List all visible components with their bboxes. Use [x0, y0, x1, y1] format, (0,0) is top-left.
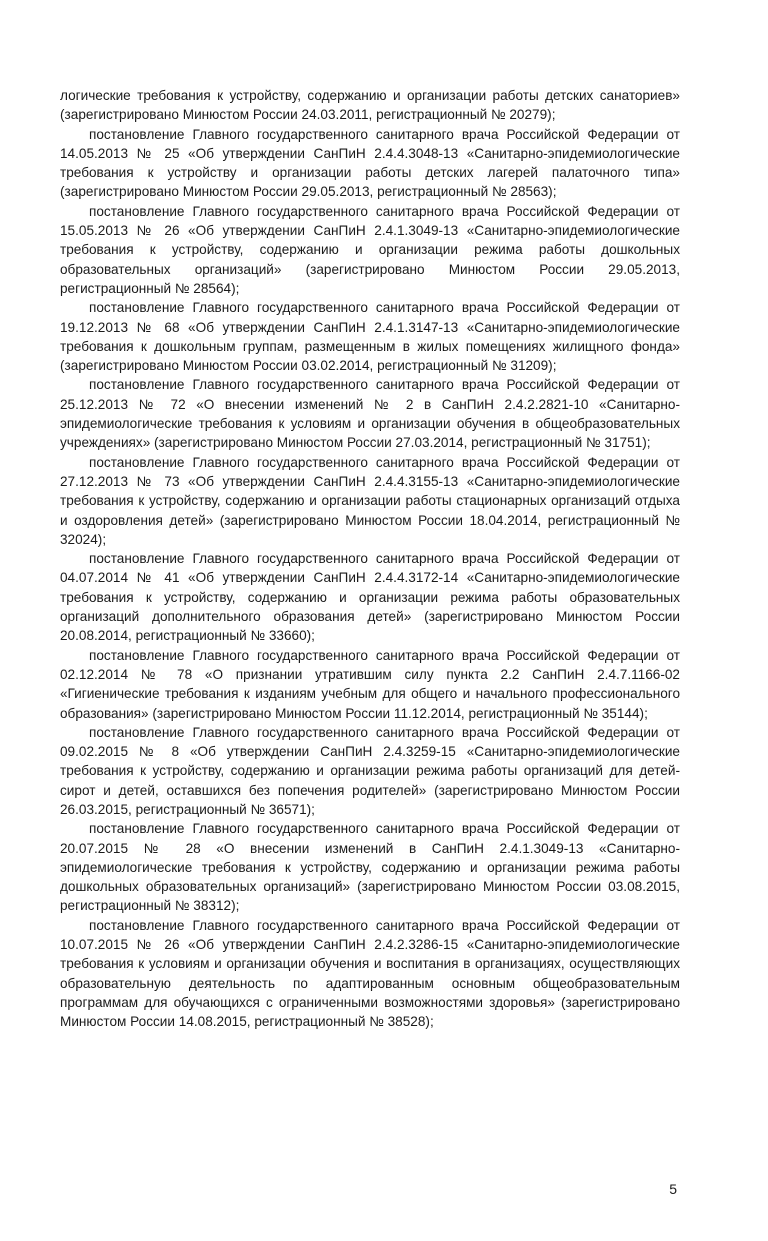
paragraph: постановление Главного государственного санитарного врача Российской Федерации от 25.12.2013 № 72 «О внесении изменений № 2 в СанПиН 2.4.2.2821-10 «Санитарно-эпидемиологические требования к условиям и организации обучения в общеобразовательных учреждениях» (зарегистрировано Минюстом России 27.03.2014, регистрационный № 31751); — [60, 377, 680, 451]
document-body — [60, 86, 680, 1032]
paragraph: постановление Главного государственного санитарного врача Российской Федерации от 20.07.2015 № 28 «О внесении изменений в СанПиН 2.4.1.3049-13 «Санитарно-эпидемиологические требования к устройству, содержанию и организации режима работы дошкольных образовательных организаций» (зарегистрировано Минюстом России 03.08.2015, регистрационный № 38312); — [60, 821, 680, 914]
page-number: 5 — [669, 1181, 677, 1197]
paragraph: постановление Главного государственного санитарного врача Российской Федерации от 27.12.2013 № 73 «Об утверждении СанПиН 2.4.4.3155-13 «Санитарно-эпидемиологические требования к устройству, содержанию и организации работы стационарных организаций отдыха и оздоровления детей» (зарегистрировано Минюстом России 18.04.2014, регистрационный № 32024); — [60, 454, 680, 547]
paragraph: постановление Главного государственного санитарного врача Российской Федерации от 14.05.2013 № 25 «Об утверждении СанПиН 2.4.4.3048-13 «Санитарно-эпидемиологические требования к устройству и организации работы детских лагерей палаточного типа» (зарегистрировано Минюстом России 29.05.2013, регистрационный № 28563); — [60, 126, 680, 200]
paragraph: постановление Главного государственного санитарного врача Российской Федерации от 10.07.2015 № 26 «Об утверждении СанПиН 2.4.2.3286-15 «Санитарно-эпидемиологические требования к условиям и организации обучения и воспитания в организациях, осуществляющих образовательную деятельность по адаптированным основным общеобразовательным программам для обучающихся с ограниченными возможностями здоровья» (зарегистрировано Минюстом России 14.08.2015, регистрационный № 38528); — [60, 917, 680, 1030]
paragraph: постановление Главного государственного санитарного врача Российской Федерации от 04.07.2014 № 41 «Об утверждении СанПиН 2.4.4.3172-14 «Санитарно-эпидемиологические требования к устройству, содержанию и организации режима работы образовательных организаций дополнительного образования детей» (зарегистрировано Минюстом России 20.08.2014, регистрационный № 33660); — [60, 551, 680, 644]
paragraph: постановление Главного государственного санитарного врача Российской Федерации от 15.05.2013 № 26 «Об утверждении СанПиН 2.4.1.3049-13 «Санитарно-эпидемиологические требования к устройству, содержанию и организации режима работы дошкольных образовательных организаций» (зарегистрировано Минюстом России 29.05.2013, регистрационный № 28564); — [60, 203, 680, 296]
paragraph: постановление Главного государственного санитарного врача Российской Федерации от 02.12.2014 № 78 «О признании утратившим силу пункта 2.2 СанПиН 2.4.7.1166-02 «Гигиенические требования к изданиям учебным для общего и начального профессионального образования» (зарегистрировано Минюстом России 11.12.2014, регистрационный № 35144); — [60, 647, 680, 721]
paragraph: постановление Главного государственного санитарного врача Российской Федерации от 09.02.2015 № 8 «Об утверждении СанПиН 2.4.3259-15 «Санитарно-эпидемиологические требования к устройству, содержанию и организации режима работы организаций для детей-сирот и детей, оставшихся без попечения родителей» (зарегистрировано Минюстом России 26.03.2015, регистрационный № 36571); — [60, 724, 680, 817]
paragraph-continuation: логические требования к устройству, содержанию и организации работы детских санаториев» (зарегистрировано Минюстом России 24.03.2011, регистрационный № 20279); — [60, 88, 680, 123]
paragraph: постановление Главного государственного санитарного врача Российской Федерации от 19.12.2013 № 68 «Об утверждении СанПиН 2.4.1.3147-13 «Санитарно-эпидемиологические требования к дошкольным группам, размещенным в жилых помещениях жилищного фонда» (зарегистрировано Минюстом России 03.02.2014, регистрационный № 31209); — [60, 300, 680, 374]
